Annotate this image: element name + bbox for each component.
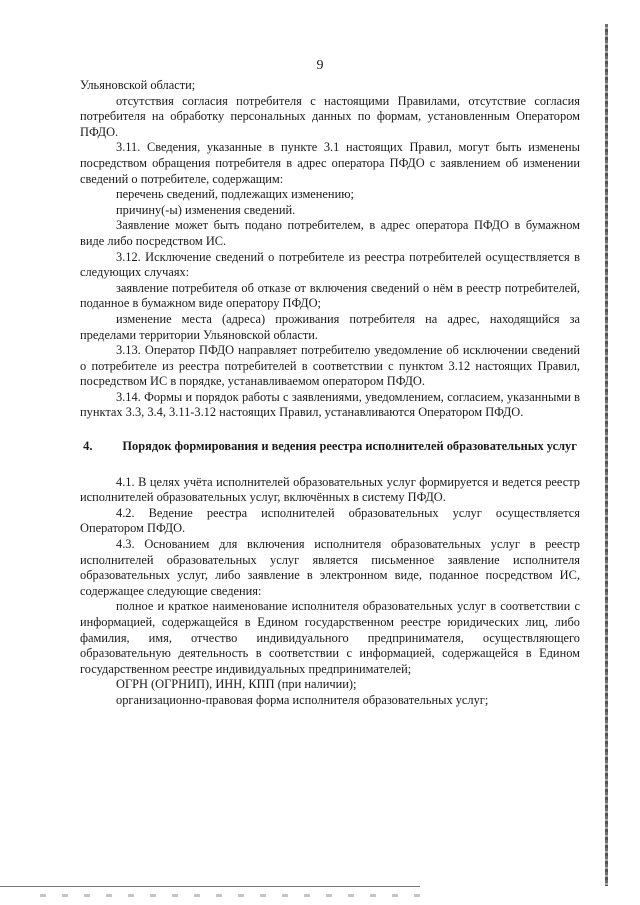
paragraph: изменение места (адреса) проживания потребителя на адрес, находящийся за пределами территории Ульяновской области.: [80, 311, 580, 342]
paragraph: 3.12. Исключение сведений о потребителе из реестра потребителей осуществляется в следующих случаях:: [80, 249, 580, 280]
paragraph: перечень сведений, подлежащих изменению;: [116, 187, 354, 202]
paragraph: полное и краткое наименование исполнителя образовательных услуг в соответствии с информацией, содержащейся в Едином государственном реестре юридических лиц, либо фамилия, имя, отчество индивидуального предпринимателя, осуществляющего образовательную деятельность в соответствии с информацией, содержащейся в Едином государственном реестре индивидуальных предпринимателей;: [80, 599, 580, 676]
paragraphs-after: [80, 475, 580, 709]
paragraph: 3.13. Оператор ПФДО направляет потребителю уведомление об исключении сведений о потребителе из реестра потребителей в соответствии с пунктом 3.12 настоящих Правил, посредством ИС в порядке, устанавливаемом оператором ПФДО.: [80, 343, 580, 389]
paragraph: 4.3. Основанием для включения исполнителя образовательных услуг в реестр исполнителей образовательных услуг является письменное заявление исполнителя образовательных услуг, либо заявление в электронном виде, поданное посредством ИС, содержащее следующие сведения:: [80, 537, 580, 598]
scan-bottom-marks: [40, 894, 420, 897]
paragraph: Заявление может быть подано потребителем, в адрес оператора ПФДО в бумажном виде либо посредством ИС.: [80, 218, 580, 248]
paragraph: заявление потребителя об отказе от включения сведений о нём в реестр потребителей, поданное в бумажном виде оператору ПФДО;: [80, 280, 580, 311]
section-number: 4.: [83, 439, 93, 454]
paragraph: причину(-ы) изменения сведений.: [116, 202, 296, 217]
document-body: [80, 78, 580, 709]
paragraph: отсутствия согласия потребителя с настоящими Правилами, отсутствие согласия потребителя на обработку персональных данных по формам, установленным Оператором ПФДО.: [80, 93, 580, 139]
scan-edge-line: [605, 24, 608, 886]
paragraph: 4.1. В целях учёта исполнителей образовательных услуг формируется и ведется реестр исполнителей образовательных услуг, включённых в систему ПФДО.: [80, 474, 580, 505]
paragraph: 3.14. Формы и порядок работы с заявлениями, уведомлением, согласием, указанными в пунктах 3.3, 3.4, 3.11-3.12 настоящих Правил, устанавливаются Оператором ПФДО.: [80, 389, 580, 420]
scan-bottom-rule: [0, 886, 420, 887]
section-heading: [80, 439, 580, 455]
page-number: 9: [316, 58, 324, 73]
paragraph: ОГРН (ОГРНИП), ИНН, КПП (при наличии);: [116, 677, 357, 692]
section-title: Порядок формирования и ведения реестра исполнителей образовательных услуг: [122, 439, 577, 454]
paragraph: 3.11. Сведения, указанные в пункте 3.1 настоящих Правил, могут быть изменены посредством обращения потребителя в адрес оператора ПФДО с заявлением об изменении сведений о потребителе, содержащим:: [80, 140, 580, 186]
paragraph: Ульяновской области;: [80, 78, 196, 92]
paragraph: 4.2. Ведение реестра исполнителей образовательных услуг осуществляется Оператором ПФДО.: [80, 505, 580, 536]
paragraphs-before: [80, 78, 580, 421]
paragraph: организационно-правовая форма исполнителя образовательных услуг;: [116, 692, 489, 707]
